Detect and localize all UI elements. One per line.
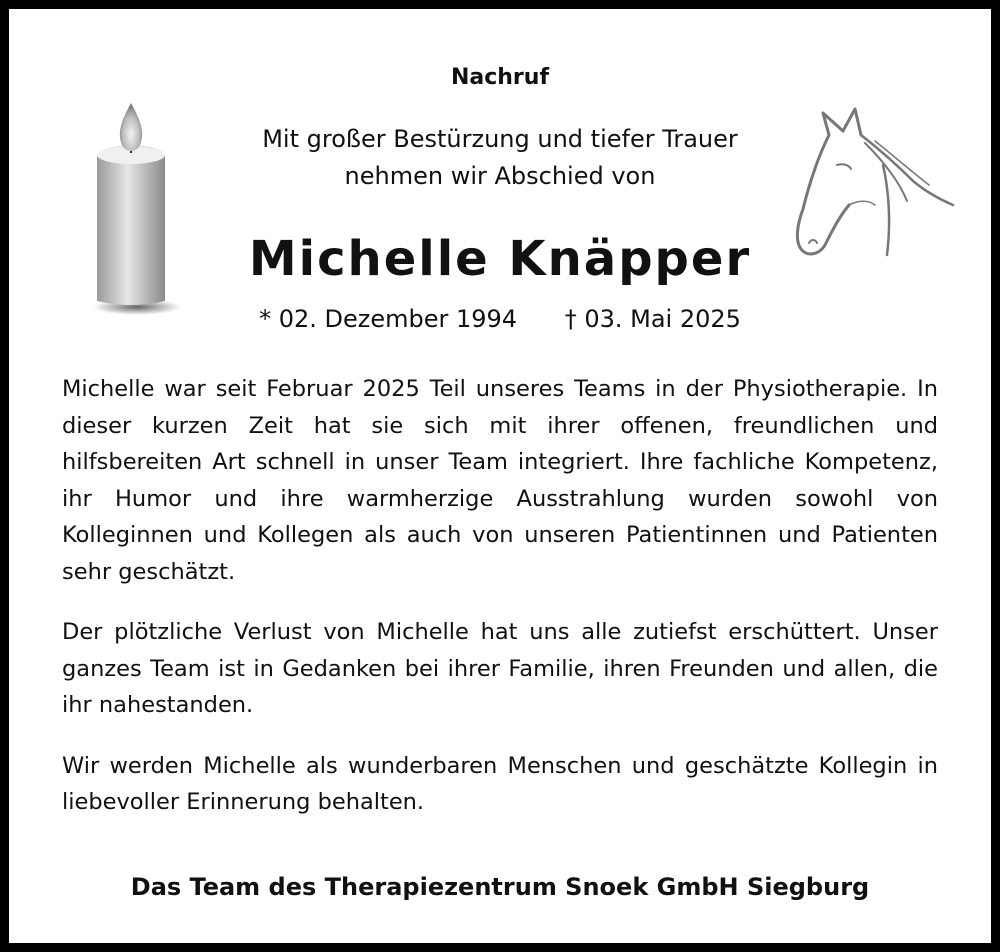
birth-date: * 02. Dezember 1994 [259, 305, 518, 333]
candle-icon [91, 95, 187, 321]
deceased-name: Michelle Knäpper [248, 231, 752, 287]
death-date: † 03. Mai 2025 [564, 305, 741, 333]
obituary-body [62, 371, 938, 845]
paragraph-1: Michelle war seit Februar 2025 Teil unseres Teams in der Physiotherapie. In dieser kurzen Zeit hat sie sich mit ihrer offenen, freundlichen und hilfsbereiten Art schnell in unser Team integriert. Ihre fachliche Kompetenz, ihr Humor und ihre warmherzige Ausstrahlung wurden sowohl von Kolleginnen und Kollegen als auch von unseren Patientinnen und Patienten sehr geschätzt. [62, 376, 938, 585]
paragraph-2: Der plötzliche Verlust von Michelle hat uns alle zutiefst erschüttert. Unser ganzes Team ist in Gedanken bei ihrer Familie, ihren Freunden und allen, die ihr nahestanden. [62, 619, 938, 718]
obituary-heading: Nachruf [450, 65, 550, 90]
intro-line-2: nehmen wir Abschied von [344, 162, 656, 190]
signature: Das Team des Therapiezentrum Snoek GmbH Siegburg [130, 873, 870, 901]
obituary-card [9, 9, 991, 943]
paragraph-3: Wir werden Michelle als wunderbaren Menschen und geschätzte Kollegin in liebevoller Erinnerung behalten. [62, 752, 938, 815]
intro-line-1: Mit großer Bestürzung und tiefer Trauer [262, 125, 738, 153]
life-dates [9, 305, 991, 333]
